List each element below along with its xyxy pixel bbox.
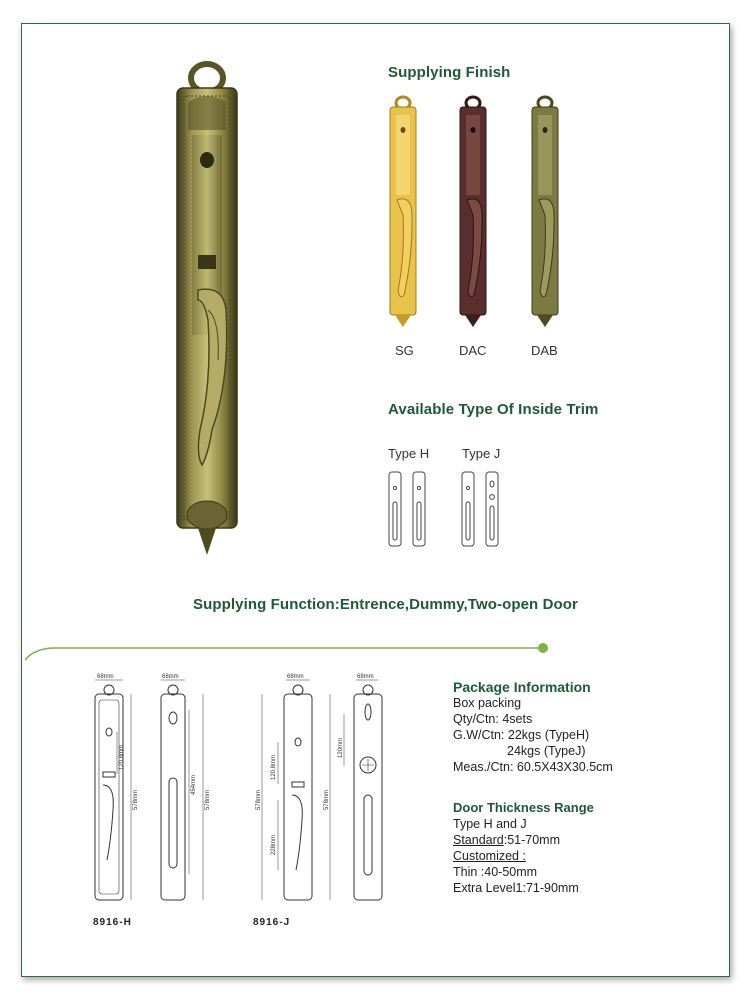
- dim-total-label: 578mm: [133, 789, 139, 810]
- finish-dab-label: DAB: [531, 343, 558, 358]
- thickness-info: [453, 800, 594, 896]
- package-line: G.W/Ctn: 22kgs (TypeH): [453, 728, 590, 742]
- thickness-type: Type H and J: [453, 817, 527, 831]
- dim-lower-label: 228mm: [271, 834, 277, 855]
- thickness-extra: Extra Level1:71-90mm: [453, 881, 579, 895]
- trim-type-h-drawing: [385, 470, 435, 550]
- function-line: Supplying Function:Entrence,Dummy,Two-open Door: [193, 596, 578, 613]
- dim-spacing-label: 120.8mm: [119, 744, 125, 770]
- dim-width-label: 68mm: [97, 674, 114, 680]
- customized-label: Customized :: [453, 849, 526, 863]
- dim-spacing-label-2: 120.8mm: [271, 754, 277, 780]
- package-line: 24kgs (TypeJ): [507, 744, 586, 758]
- finish-dac-image: [455, 95, 491, 330]
- dim-total-label-3: 578mm: [256, 789, 262, 810]
- package-info: [453, 679, 613, 775]
- dim-j-inner-label: 120mm: [338, 737, 344, 758]
- package-line: Meas./Ctn: 60.5X43X30.5cm: [453, 760, 613, 774]
- drawing-8916-h: [85, 670, 215, 910]
- package-heading: Package Information: [453, 679, 591, 695]
- dim-inner-label: 454mm: [191, 774, 197, 795]
- caption-8916-h: 8916-H: [93, 917, 132, 928]
- trim-type-j-label: Type J: [462, 446, 501, 461]
- section-divider: [25, 640, 555, 666]
- standard-value: :51-70mm: [503, 833, 561, 847]
- standard-label: Standard: [453, 833, 504, 847]
- dim-total-label-2: 578mm: [205, 789, 211, 810]
- finish-sg-label: SG: [395, 343, 414, 358]
- trim-heading: Available Type Of Inside Trim: [388, 401, 599, 418]
- thickness-thin: Thin :40-50mm: [453, 865, 538, 879]
- drawing-8916-j: [250, 670, 390, 910]
- package-line: Box packing: [453, 696, 522, 710]
- dim-width-label-2: 68mm: [162, 674, 179, 680]
- finish-sg-image: [385, 95, 421, 330]
- trim-type-h-label: Type H: [388, 446, 430, 461]
- thickness-heading: Door Thickness Range: [453, 800, 594, 815]
- finish-heading: Supplying Finish: [388, 64, 511, 81]
- dim-width-label-3: 68mm: [287, 674, 304, 680]
- dim-width-label-4: 68mm: [357, 674, 374, 680]
- thickness-standard: [453, 832, 594, 848]
- trim-type-j-drawing: [458, 470, 508, 550]
- caption-8916-j: 8916-J: [253, 917, 291, 928]
- finish-dab-image: [527, 95, 563, 330]
- package-line: Qty/Ctn: 4sets: [453, 712, 533, 726]
- main-handleset-image: [168, 60, 246, 560]
- dim-total-label-4: 578mm: [324, 789, 330, 810]
- finish-dac-label: DAC: [459, 343, 487, 358]
